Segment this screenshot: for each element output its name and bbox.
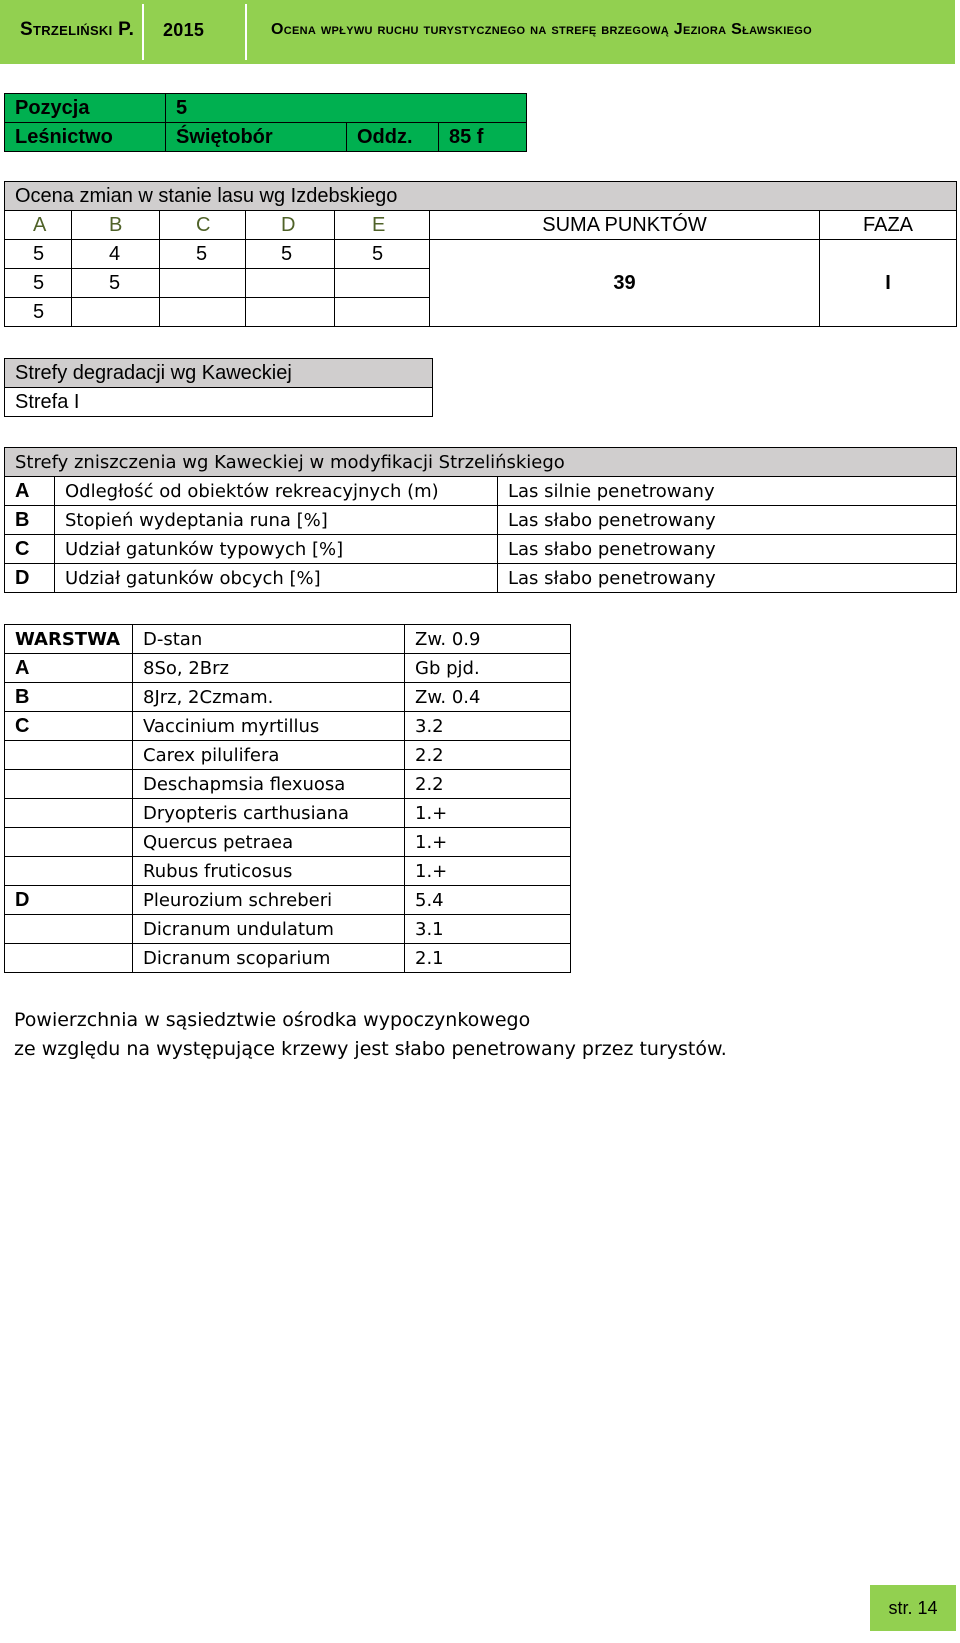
position-label: Pozycja xyxy=(5,94,166,123)
coverage: 3.1 xyxy=(405,915,571,944)
page-header xyxy=(0,0,955,66)
coverage: Zw. 0.4 xyxy=(405,683,571,712)
column-header: D xyxy=(246,211,335,240)
coverage: 2.1 xyxy=(405,944,571,973)
stand-header: D-stan xyxy=(133,625,405,654)
criterion: Odległość od obiektów rekreacyjnych (m) xyxy=(55,477,498,506)
table-cell: 5 xyxy=(5,269,72,298)
layer-letter xyxy=(5,828,133,857)
criterion: Udział gatunków obcych [%] xyxy=(55,564,498,593)
header-title: Ocena wpływu ruchu turystycznego na strefę brzegową Jeziora Sławskiego xyxy=(271,21,812,38)
assessment: Las słabo penetrowany xyxy=(498,535,957,564)
table-row xyxy=(5,654,571,683)
table-row xyxy=(5,828,571,857)
species: Dicranum scoparium xyxy=(133,944,405,973)
degradation-value: Strefa I xyxy=(5,388,433,417)
table-cell xyxy=(335,298,430,327)
layer-letter: A xyxy=(5,654,133,683)
row-letter: D xyxy=(5,564,55,593)
table-cell: 5 xyxy=(72,269,160,298)
table-row xyxy=(5,123,527,152)
table-title-row xyxy=(5,448,957,477)
column-header: E xyxy=(335,211,430,240)
table-row xyxy=(5,564,957,593)
layer-letter: D xyxy=(5,886,133,915)
table-cell: 5 xyxy=(160,240,246,269)
table-row xyxy=(5,886,571,915)
phase-header: FAZA xyxy=(820,211,957,240)
species: Quercus petraea xyxy=(133,828,405,857)
species: Vaccinium myrtillus xyxy=(133,712,405,741)
table-row xyxy=(5,683,571,712)
coverage: 1.+ xyxy=(405,828,571,857)
criterion: Stopień wydeptania runa [%] xyxy=(55,506,498,535)
sum-header: SUMA PUNKTÓW xyxy=(430,211,820,240)
row-letter: C xyxy=(5,535,55,564)
species: 8Jrz, 2Czmam. xyxy=(133,683,405,712)
column-header: C xyxy=(160,211,246,240)
layer-letter xyxy=(5,799,133,828)
sum-value: 39 xyxy=(430,240,820,327)
table-cell xyxy=(72,298,160,327)
degradation-title: Strefy degradacji wg Kaweckiej xyxy=(5,359,433,388)
column-header: B xyxy=(72,211,160,240)
table-header-row xyxy=(5,211,957,240)
table-header-row xyxy=(5,625,571,654)
forestry-label: Leśnictwo xyxy=(5,123,166,152)
forestry-value: Świętobór xyxy=(166,123,347,152)
column-header: A xyxy=(5,211,72,240)
header-divider xyxy=(142,4,144,60)
table-row xyxy=(5,477,957,506)
coverage: 3.2 xyxy=(405,712,571,741)
table-row xyxy=(5,388,433,417)
table-row xyxy=(5,915,571,944)
layers-table xyxy=(4,624,571,973)
layer-letter xyxy=(5,944,133,973)
header-author: Strzeliński P. xyxy=(20,19,135,40)
table-row xyxy=(5,944,571,973)
coverage: 5.4 xyxy=(405,886,571,915)
table-cell: 5 xyxy=(5,298,72,327)
table-title-row xyxy=(5,359,433,388)
coverage: 2.2 xyxy=(405,741,571,770)
assessment: Las słabo penetrowany xyxy=(498,564,957,593)
layer-letter xyxy=(5,741,133,770)
layer-letter: B xyxy=(5,683,133,712)
row-letter: B xyxy=(5,506,55,535)
position-table xyxy=(4,93,527,152)
table-row xyxy=(5,94,527,123)
table-title-row xyxy=(5,182,957,211)
layer-letter: C xyxy=(5,712,133,741)
table-cell: 4 xyxy=(72,240,160,269)
assessment: Las słabo penetrowany xyxy=(498,506,957,535)
table-cell xyxy=(335,269,430,298)
table-row xyxy=(5,506,957,535)
table-cell xyxy=(246,269,335,298)
table-cell xyxy=(160,269,246,298)
species: 8So, 2Brz xyxy=(133,654,405,683)
criterion: Udział gatunków typowych [%] xyxy=(55,535,498,564)
coverage: Gb pjd. xyxy=(405,654,571,683)
phase-value: I xyxy=(820,240,957,327)
table-row xyxy=(5,712,571,741)
table-cell: 5 xyxy=(5,240,72,269)
table-cell: 5 xyxy=(335,240,430,269)
coverage: 2.2 xyxy=(405,770,571,799)
species: Dryopteris carthusiana xyxy=(133,799,405,828)
species: Pleurozium schreberi xyxy=(133,886,405,915)
assessment: Las silnie penetrowany xyxy=(498,477,957,506)
table-row xyxy=(5,770,571,799)
table-cell xyxy=(246,298,335,327)
notes-line: ze względu na występujące krzewy jest słabo penetrowany przez turystów. xyxy=(14,1038,727,1060)
layer-header: WARSTWA xyxy=(5,625,133,654)
table-row xyxy=(5,799,571,828)
izdebski-table xyxy=(4,181,957,327)
table-row xyxy=(5,857,571,886)
notes-line: Powierzchnia w sąsiedztwie ośrodka wypoczynkowego xyxy=(14,1009,531,1031)
coverage: 1.+ xyxy=(405,857,571,886)
table-cell: 5 xyxy=(246,240,335,269)
species: Rubus fruticosus xyxy=(133,857,405,886)
header-year: 2015 xyxy=(163,20,205,40)
layer-letter xyxy=(5,915,133,944)
table-row xyxy=(5,535,957,564)
species: Deschapmsia flexuosa xyxy=(133,770,405,799)
layer-letter xyxy=(5,770,133,799)
species: Dicranum undulatum xyxy=(133,915,405,944)
degradation-table xyxy=(4,358,433,417)
izdebski-title: Ocena zmian w stanie lasu wg Izdebskiego xyxy=(5,182,957,211)
table-row xyxy=(5,741,571,770)
destruction-title: Strefy zniszczenia wg Kaweckiej w modyfikacji Strzelińskiego xyxy=(5,448,957,477)
species: Carex pilulifera xyxy=(133,741,405,770)
page-number: str. 14 xyxy=(870,1585,956,1631)
table-row xyxy=(5,240,957,269)
destruction-table xyxy=(4,447,957,593)
position-value: 5 xyxy=(166,94,527,123)
notes-paragraph xyxy=(14,1006,727,1064)
table-cell xyxy=(160,298,246,327)
header-divider xyxy=(245,4,247,60)
row-letter: A xyxy=(5,477,55,506)
coverage-header: Zw. 0.9 xyxy=(405,625,571,654)
section-value: 85 f xyxy=(439,123,527,152)
coverage: 1.+ xyxy=(405,799,571,828)
layer-letter xyxy=(5,857,133,886)
section-label: Oddz. xyxy=(347,123,439,152)
